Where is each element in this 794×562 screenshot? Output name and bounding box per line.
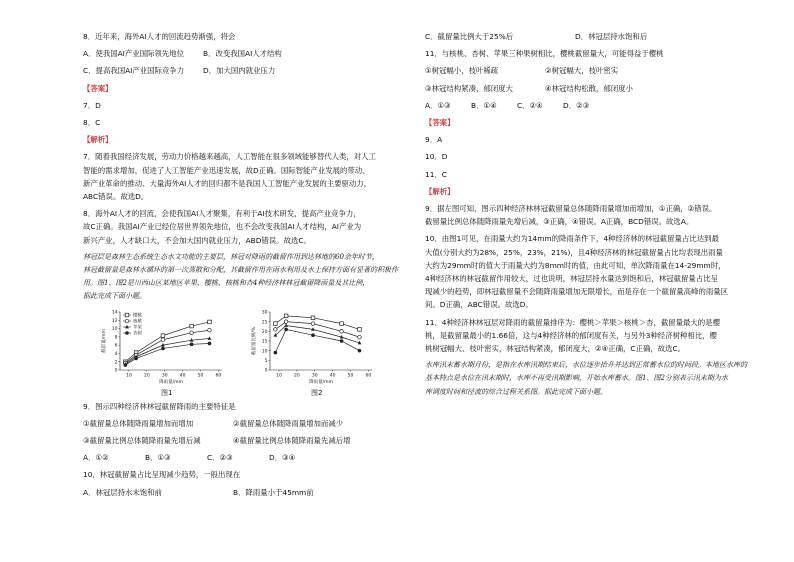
q10-options-row1 [83,486,383,499]
q9-option-a: A．①② [83,453,109,463]
legend-label: 核桃 [133,319,142,325]
data-point [274,333,278,337]
data-point [208,341,212,345]
y-axis-label: 截留量/mm [102,328,107,353]
legend-marker [125,313,129,317]
y-tick-label: 25 [261,319,268,325]
y-tick-label: 30 [261,310,268,316]
analysis-7-line: 7．随着我国经济发展，劳动力价格越来越高，人工智能在很多领域能够替代人类，对人工 [83,152,376,162]
analysis-11 [425,316,725,356]
analysis-10-line: 大值(分别大约为28%，25%，23%，21%)，且4种经济林的林冠截留量占比均表现出雨量 [425,247,723,257]
data-point [274,327,278,331]
analysis-7 [83,150,383,203]
q9-items-row2 [83,434,383,447]
q9-stem: 9．图示四种经济林林冠截留降雨的主要特征是 [83,401,236,411]
q10-stem: 10．林冠截留量占比呈现减少趋势，一般出现在 [83,470,241,480]
answer-8: 8．C [83,118,101,128]
q11-option-b: B．①④ [471,100,497,110]
q9-option-d: D．③④ [269,453,296,463]
data-point [284,314,288,318]
figure-1-caption: 图1 [161,388,173,397]
reading-intro [83,251,398,304]
analysis-7-line: ABC错误。故选D。 [83,192,149,202]
data-point [161,338,165,342]
data-point [190,324,194,328]
data-point [358,335,362,339]
x-tick-label: 20 [143,373,150,379]
y-tick-label: 10 [111,326,118,332]
legend-marker [125,324,129,328]
q10-options-row2 [425,30,725,43]
data-point [284,327,288,331]
q9-item-1: ①截留量总体随降雨量增加而增加 [83,418,194,428]
x-tick-label: 60 [215,373,222,379]
x-tick-label: 10 [126,373,132,379]
y-tick-label: 0 [264,368,268,374]
q10-option-c: C．截留量比例大于25%后 [425,32,514,41]
analysis-7-line: 新产业革命的推动、大量海外AI人才的回归都不是我国人工智能产业发展的主要驱动力， [83,178,372,188]
intro-line: 林冠层是森林生态系统生态水文功能的主要层，林冠对降雨的截留作用到达林地的60余年时节， [83,252,379,261]
q11-stem: 11．与核桃、杏树、苹果三种果树相比，樱桃截留量大，可能得益于樱桃 [425,49,664,59]
figure-1-chart [98,308,226,386]
answer-10: 10．D [425,152,448,162]
y-tick-label: 10 [261,348,268,354]
data-point [340,339,344,343]
q9-items-row1 [83,417,383,430]
reading-intro-2 [425,359,747,399]
analysis-8-line: 8．海外AI人才的回流，会使我国AI人才聚集，有利于AI技术研发，提高产业竞争力， [83,209,361,219]
right-column [425,30,747,403]
figure-2-chart [248,308,376,386]
series-line [275,325,359,342]
data-point [274,350,278,354]
analysis-8-line: 故C正确。我国AI产业已经位居世界领先地位，也不会改变我国AI人才结构，AI产业为 [83,222,362,232]
x-tick-label: 50 [347,373,354,379]
data-point [284,320,288,324]
analysis-7-line: 智能的需求增加，促进了人工智能产业迅速发展，故D正确。国际智能产业发展的带动、 [83,165,370,175]
q9-option-c: C．②③ [207,453,233,463]
q9-options [83,451,383,464]
figures [83,308,383,400]
analysis-10-line: 大约为29mm时的值大于雨量大约为8mm时的值，由此可知，单次降雨量在14-29mm时， [425,260,726,270]
q10-option-d: D．林冠层持水饱和后 [575,32,648,41]
x-tick-label: 40 [179,373,186,379]
y-tick-label: 6 [114,343,118,349]
q11-items-row2 [425,82,725,95]
x-tick-label: 40 [329,373,336,379]
q8-option-d: D．加大国内就业压力 [203,66,276,76]
intro-line: 林冠截留量是森林水循环的第一次蒸散和分配，其截留作用在雨水利用及水土保持方面有显著的积极作 [83,266,398,275]
q8-stem: 8．近年来，海外AI人才的回流趋势渐强，将会 [83,32,236,41]
answer-11: 11．C [425,169,447,179]
q11-item-3: ③林冠结构紧凑，郁闭度大 [425,83,513,93]
q11-option-a: A．①③ [425,100,451,110]
data-point [190,342,194,346]
data-point [134,356,138,360]
intro-line: 据此完成下面小题。 [83,292,146,301]
q9-item-4: ④截留量比例总体随降雨量先减后增 [233,436,351,446]
q11-item-4: ④林冠结构松散，郁闭度小 [545,83,633,93]
answer-7: 7．D [83,100,101,110]
analysis-11-line: 11．4种经济林林冠层对降雨的截留量排序为：樱桃＞苹果＞核桃＞杏，截留量最大的是樱 [425,317,720,327]
analysis-9-line: 截留量比例总体随降雨量先增后减，③正确，④错误。A正确，BCD错误。故选A。 [425,217,694,227]
analysis-11-line: 桃，是截留量最小的1.66倍，这与4种经济林的郁闭度有关，与另外3种经济树种相比，樱 [425,330,717,340]
analysis-8 [83,207,383,247]
y-axis-label: 截留量比例/% [252,326,257,355]
analysis-8-line: 新兴产业，人才缺口大，不会加大国内就业压力，ABD错误。故选C。 [83,235,311,245]
q10-option-a: A．林冠层持水未饱和前 [83,487,162,497]
x-tick-label: 30 [311,373,318,379]
x-tick-label: 10 [276,373,282,379]
answer-tag: 【答案】 [83,83,113,93]
q11-items-row1 [425,64,725,77]
intro-line: 库调度时间和径流的综合过程关系图。据此完成下面小题。 [425,387,607,396]
data-point [208,328,212,332]
y-tick-label: 12 [111,318,118,324]
analysis-11-line: 桃树冠幅大、枝叶密实，林冠结构紧凑，郁闭度大，②④正确，C正确，故选C。 [425,344,686,354]
intro-line: 水库汛末蓄水期月份，是指在水库汛期结束后，水位逐步抬升并达到正常蓄水位的时间段。本地区水库的 [425,361,747,370]
x-tick-label: 50 [197,373,204,379]
answer-tag: 【答案】 [425,118,455,128]
legend-label: 杏树 [133,331,142,337]
figure-2-caption: 图2 [311,388,323,397]
q11-option-c: C．②④ [517,100,543,110]
q11-item-2: ②树冠幅大，枝叶密实 [545,66,619,76]
q8-option-c: C．提高我国AI产业国际竞争力 [83,66,185,76]
y-tick-label: 14 [111,310,118,316]
data-point [161,333,165,337]
legend-label: 樱桃 [133,313,142,319]
data-point [208,336,212,340]
q11-item-1: ①树冠幅小，枝叶稀疏 [425,66,499,76]
data-point [311,316,315,320]
q8-options-row2 [83,64,383,77]
q10-option-b: B．降雨量小于45mm前 [233,487,314,497]
analysis-10-line: 4种经济林的林冠截留作用较大，过也说明，林冠层持水量达到饱和后，林冠截留量占比呈 [425,274,718,284]
analysis-tag: 【解析】 [425,186,455,196]
series-line [275,321,359,336]
y-tick-label: 5 [264,358,268,364]
q9-item-3: ③截留量比例总体随降雨量先增后减 [83,436,201,446]
q8-options-row1 [83,47,383,60]
q11-options [425,99,725,112]
legend-label: 苹果 [133,325,142,331]
data-point [274,321,278,325]
y-tick-label: 8 [114,335,118,341]
analysis-10-line: 10．由图1可见，在雨量大约为14mm的降雨条件下，4种经济林的林冠截留量占比达到最 [425,234,719,244]
left-column [83,30,398,503]
y-tick-label: 4 [114,351,118,357]
data-point [340,321,344,325]
data-point [161,346,165,350]
analysis-10-line: 现减少的趋势，即林冠截留量不会随降雨量增加无限增长，而是存在一个截留量高峰的雨量区 [425,287,729,297]
data-point [284,323,288,327]
x-tick-label: 60 [365,373,372,379]
analysis-9 [425,202,725,228]
x-axis-label: 降雨量/mm [159,379,183,385]
q9-option-b: B．①③ [145,453,171,463]
data-point [311,321,315,325]
intro-line: 基本特点是水位在汛末期时，水库不再受汛期影响，开始水库蓄水。图1、图2分别表示汛末期为水 [425,374,728,383]
x-axis-label: 降雨量/mm [309,379,333,385]
data-point [358,349,362,353]
analysis-9-line: 9．据左图可知，图示四种经济林林冠截留量总体随降雨量增加而增加，①正确，②错误。 [425,204,717,214]
y-tick-label: 2 [114,359,118,365]
legend-marker [125,319,129,323]
data-point [311,333,315,337]
analysis-10 [425,232,729,311]
data-point [340,329,344,333]
y-tick-label: 20 [261,329,268,335]
answer-9: 9．A [425,135,443,145]
analysis-tag: 【解析】 [83,135,113,145]
data-point [124,363,128,367]
q8-option-b: B．改变我国AI人才结构 [203,49,282,59]
x-tick-label: 30 [161,373,168,379]
analysis-10-line: 间。D正确，ABC错误。故选D。 [425,300,533,310]
data-point [190,331,194,335]
x-tick-label: 20 [293,373,300,379]
q11-option-d: D．②③ [563,100,590,110]
data-point [208,320,212,324]
q9-item-2: ②截留量总体随降雨量增加而减少 [233,418,344,428]
q8-option-a: A．使我国AI产业国际领先地位 [83,49,184,59]
y-tick-label: 0 [114,368,118,374]
data-point [358,327,362,331]
y-tick-label: 15 [261,339,268,345]
intro-line: 用。图1、图2是川西山区某地区苹果、樱桃、核桃和杏4种经济林林冠截留降雨量及其比例， [83,279,370,288]
legend-marker [125,331,129,335]
